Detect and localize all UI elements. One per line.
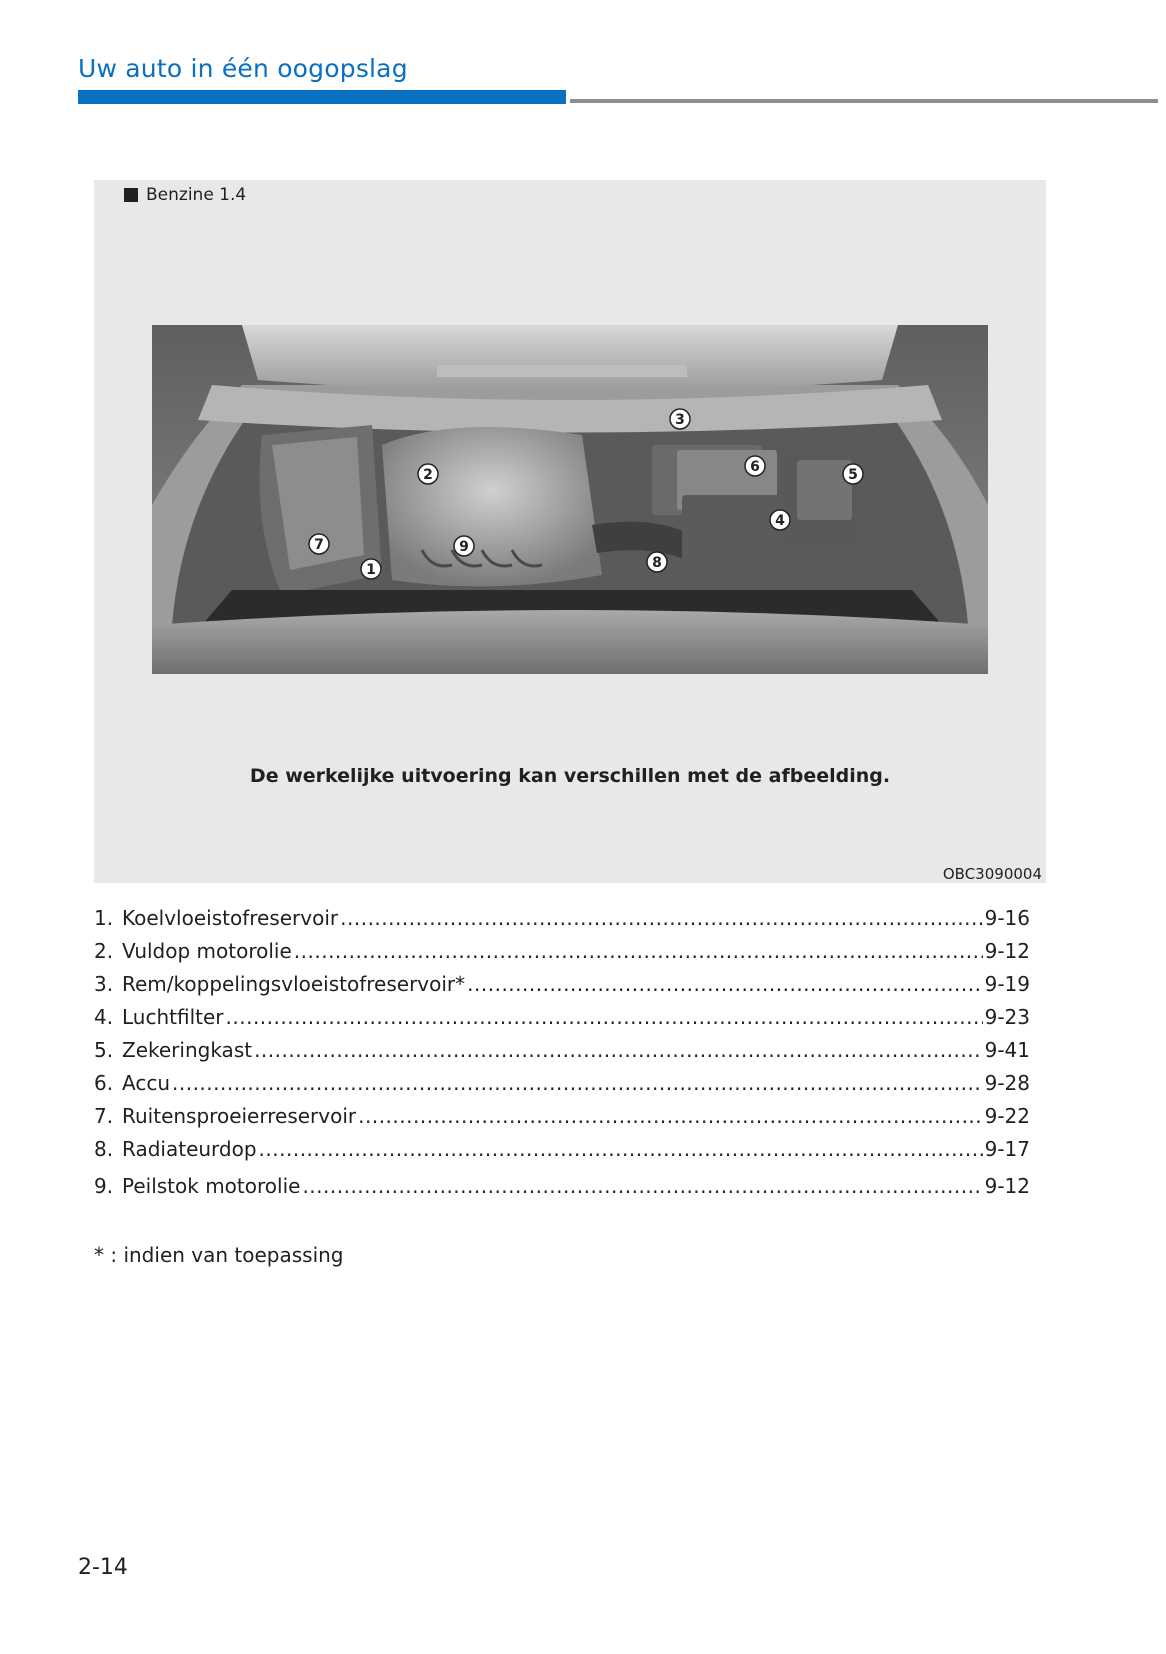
leader-dots <box>226 1005 983 1029</box>
callout-7 <box>309 534 329 554</box>
svg-text:3: 3 <box>675 412 685 428</box>
page-reference: 9-16 <box>984 906 1030 930</box>
page-reference: 9-12 <box>984 1174 1030 1198</box>
part-name: Radiateurdop <box>122 1137 257 1161</box>
title-accent-bar <box>78 90 566 104</box>
page-reference: 9-22 <box>984 1104 1030 1128</box>
engine-variant-label <box>124 185 246 205</box>
part-number: 8. <box>94 1137 114 1161</box>
leader-dots <box>259 1137 983 1161</box>
leader-dots <box>358 1104 982 1128</box>
page-number: 2-14 <box>78 1555 128 1580</box>
leader-dots <box>302 1174 982 1198</box>
leader-dots <box>172 1071 983 1095</box>
footnote: * : indien van toepassing <box>94 1243 344 1267</box>
engine-bay-illustration <box>152 325 988 674</box>
callout-8 <box>647 552 667 572</box>
engine-bay-drawing <box>152 325 988 674</box>
part-name: Peilstok motorolie <box>122 1174 301 1198</box>
square-bullet-icon <box>124 188 138 202</box>
list-item <box>94 1071 1030 1104</box>
list-item <box>94 1104 1030 1137</box>
list-item <box>94 1137 1030 1170</box>
parts-list <box>94 906 1030 1207</box>
list-item <box>94 1005 1030 1038</box>
part-number: 7. <box>94 1104 114 1128</box>
figure-code: OBC3090004 <box>942 865 1042 883</box>
leader-dots <box>254 1038 983 1062</box>
svg-text:5: 5 <box>848 467 858 483</box>
leader-dots <box>467 972 982 996</box>
part-number: 1. <box>94 906 114 930</box>
leader-dots <box>340 906 982 930</box>
part-name: Koelvloeistofreservoir <box>122 906 339 930</box>
part-name: Zekeringkast <box>122 1038 253 1062</box>
callout-1 <box>361 559 381 579</box>
list-item <box>94 939 1030 972</box>
part-number: 2. <box>94 939 114 963</box>
leader-dots <box>294 939 983 963</box>
callout-2 <box>418 464 438 484</box>
callout-6 <box>745 456 765 476</box>
title-rule <box>570 99 1158 103</box>
figure-panel <box>94 180 1046 883</box>
page-reference: 9-12 <box>984 939 1030 963</box>
svg-text:9: 9 <box>459 539 469 555</box>
svg-text:4: 4 <box>775 513 785 529</box>
part-number: 6. <box>94 1071 114 1095</box>
callout-9 <box>454 536 474 556</box>
section-title: Uw auto in één oogopslag <box>78 54 408 83</box>
part-name: Rem/koppelingsvloeistofreservoir* <box>122 972 466 996</box>
engine-variant-text: Benzine 1.4 <box>146 185 247 205</box>
part-number: 3. <box>94 972 114 996</box>
part-name: Vuldop motorolie <box>122 939 292 963</box>
svg-text:6: 6 <box>750 459 760 475</box>
svg-text:8: 8 <box>652 555 662 571</box>
svg-text:1: 1 <box>366 562 376 578</box>
page-reference: 9-19 <box>984 972 1030 996</box>
page-reference: 9-17 <box>984 1137 1030 1161</box>
page-reference: 9-28 <box>984 1071 1030 1095</box>
page-reference: 9-41 <box>984 1038 1030 1062</box>
part-name: Ruitensproeierreservoir <box>122 1104 357 1128</box>
part-number: 9. <box>94 1174 114 1198</box>
part-name: Luchtfilter <box>122 1005 224 1029</box>
part-number: 5. <box>94 1038 114 1062</box>
callout-4 <box>770 510 790 530</box>
part-name: Accu <box>122 1071 170 1095</box>
svg-text:7: 7 <box>314 537 324 553</box>
list-item <box>94 1174 1030 1207</box>
list-item <box>94 1038 1030 1071</box>
list-item <box>94 906 1030 939</box>
page-reference: 9-23 <box>984 1005 1030 1029</box>
part-number: 4. <box>94 1005 114 1029</box>
callout-3 <box>670 409 690 429</box>
list-item <box>94 972 1030 1005</box>
svg-text:2: 2 <box>423 467 433 483</box>
figure-disclaimer: De werkelijke uitvoering kan verschillen met de afbeelding. <box>249 765 891 787</box>
callout-5 <box>843 464 863 484</box>
